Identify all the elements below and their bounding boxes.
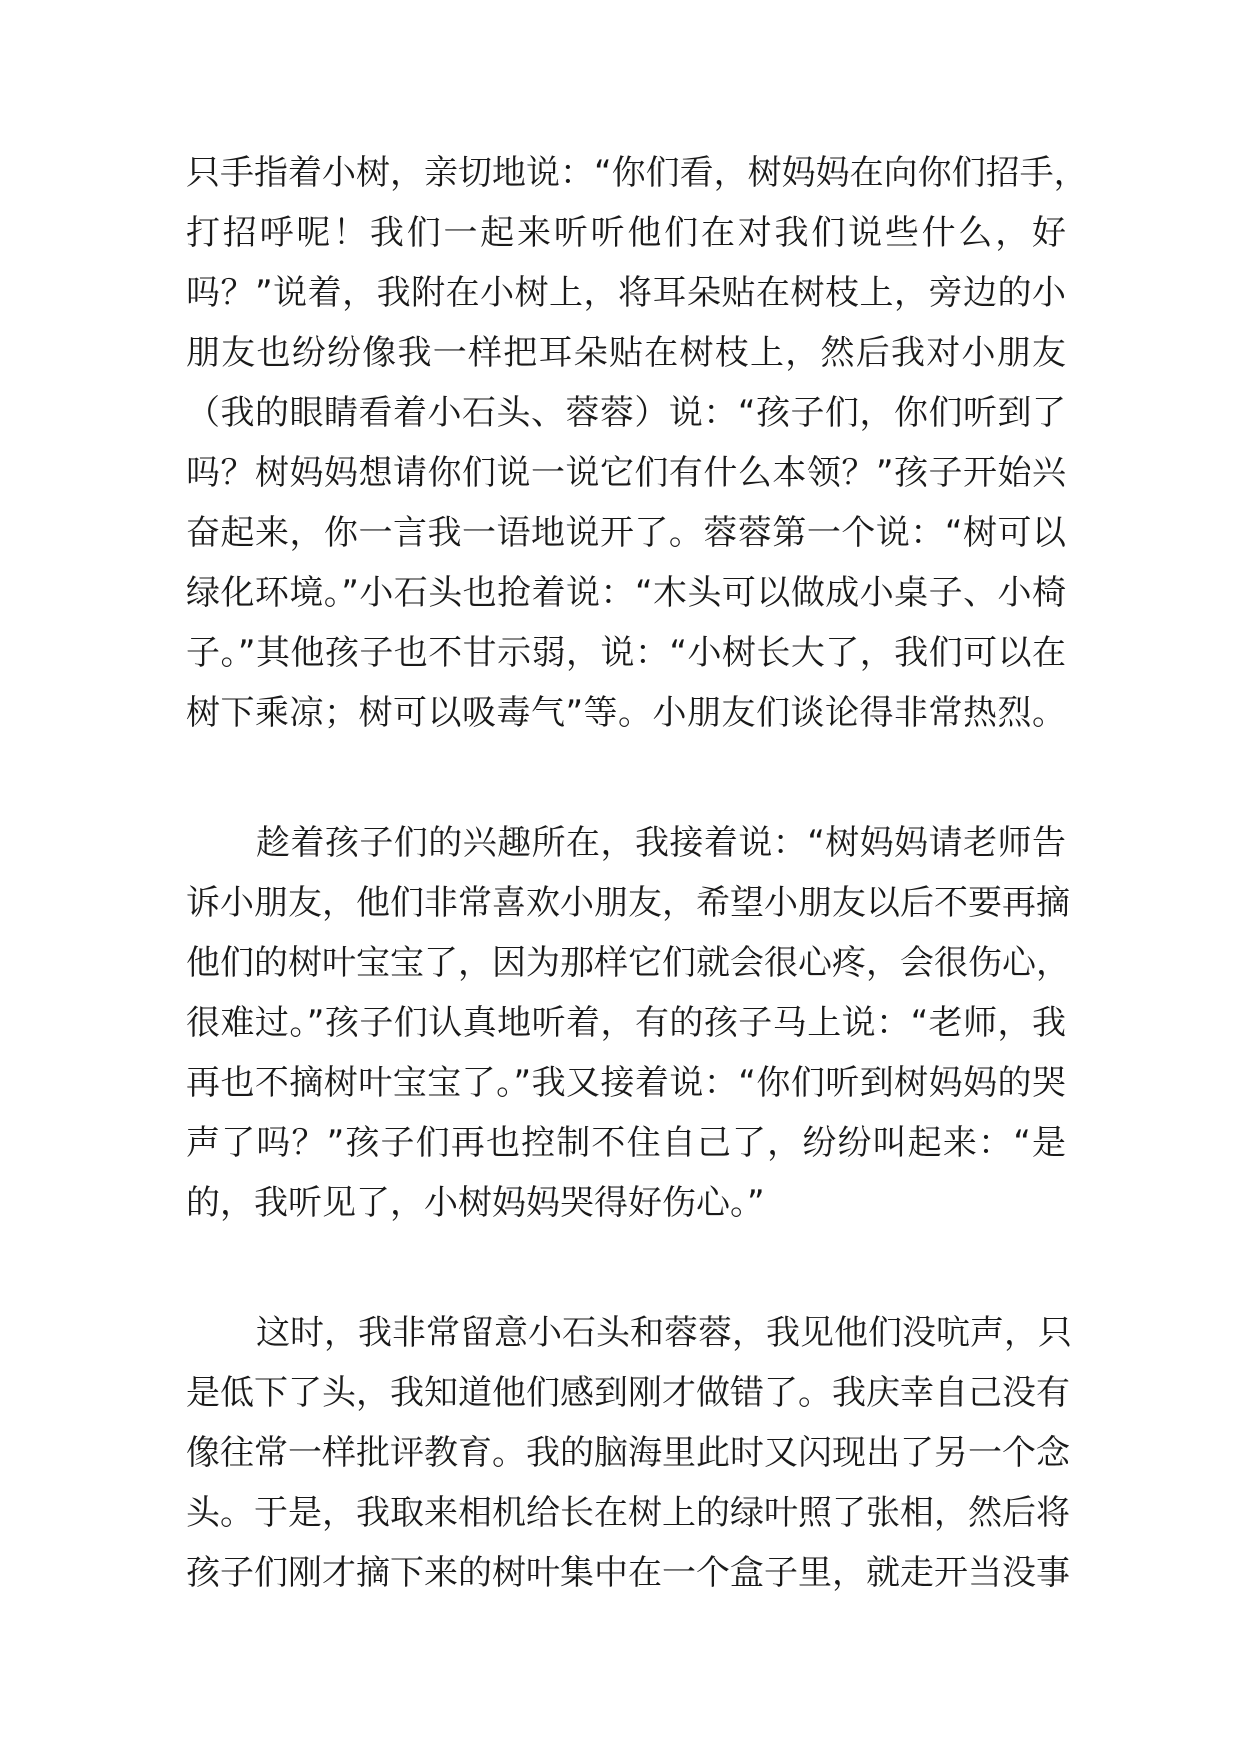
text-line: 头。于是，我取来相机给长在树上的绿叶照了张相，然后将 [186, 1493, 1070, 1533]
text-line: 吗？”说着，我附在小树上，将耳朵贴在树枝上，旁边的小 [186, 273, 1066, 313]
text-line: 趁着孩子们的兴趣所在，我接着说：“树妈妈请老师告 [256, 823, 1066, 863]
text-line: 吗？树妈妈想请你们说一说它们有什么本领？”孩子开始兴 [186, 453, 1066, 493]
text-line: （我的眼睛看着小石头、蓉蓉）说：“孩子们，你们听到了 [186, 393, 1066, 433]
text-line: 声了吗？”孩子们再也控制不住自己了，纷纷叫起来：“是 [186, 1123, 1066, 1163]
text-line: 打招呼呢！我们一起来听听他们在对我们说些什么，好 [186, 213, 1066, 253]
text-line: 树下乘凉；树可以吸毒气”等。小朋友们谈论得非常热烈。 [186, 693, 1066, 733]
text-line: 孩子们刚才摘下来的树叶集中在一个盒子里，就走开当没事 [186, 1553, 1070, 1593]
text-line: 这时，我非常留意小石头和蓉蓉，我见他们没吭声，只 [256, 1313, 1072, 1353]
text-line: 像往常一样批评教育。我的脑海里此时又闪现出了另一个念 [186, 1433, 1070, 1473]
text-line: 是低下了头，我知道他们感到刚才做错了。我庆幸自己没有 [186, 1373, 1070, 1413]
text-line: 奋起来，你一言我一语地说开了。蓉蓉第一个说：“树可以 [186, 513, 1066, 553]
text-line: 他们的树叶宝宝了，因为那样它们就会很心疼，会很伤心， [186, 943, 1070, 983]
text-line: 再也不摘树叶宝宝了。”我又接着说：“你们听到树妈妈的哭 [186, 1063, 1066, 1103]
text-line: 诉小朋友，他们非常喜欢小朋友，希望小朋友以后不要再摘 [186, 883, 1070, 923]
text-line: 的，我听见了，小树妈妈哭得好伤心。” [186, 1183, 765, 1223]
text-line: 朋友也纷纷像我一样把耳朵贴在树枝上，然后我对小朋友 [186, 333, 1066, 373]
text-line: 子。”其他孩子也不甘示弱，说：“小树长大了，我们可以在 [186, 633, 1066, 673]
text-line: 绿化环境。”小石头也抢着说：“木头可以做成小桌子、小椅 [186, 573, 1066, 613]
text-line: 很难过。”孩子们认真地听着，有的孩子马上说：“老师，我 [186, 1003, 1066, 1043]
text-line: 只手指着小树，亲切地说：“你们看，树妈妈在向你们招手， [186, 153, 1088, 193]
